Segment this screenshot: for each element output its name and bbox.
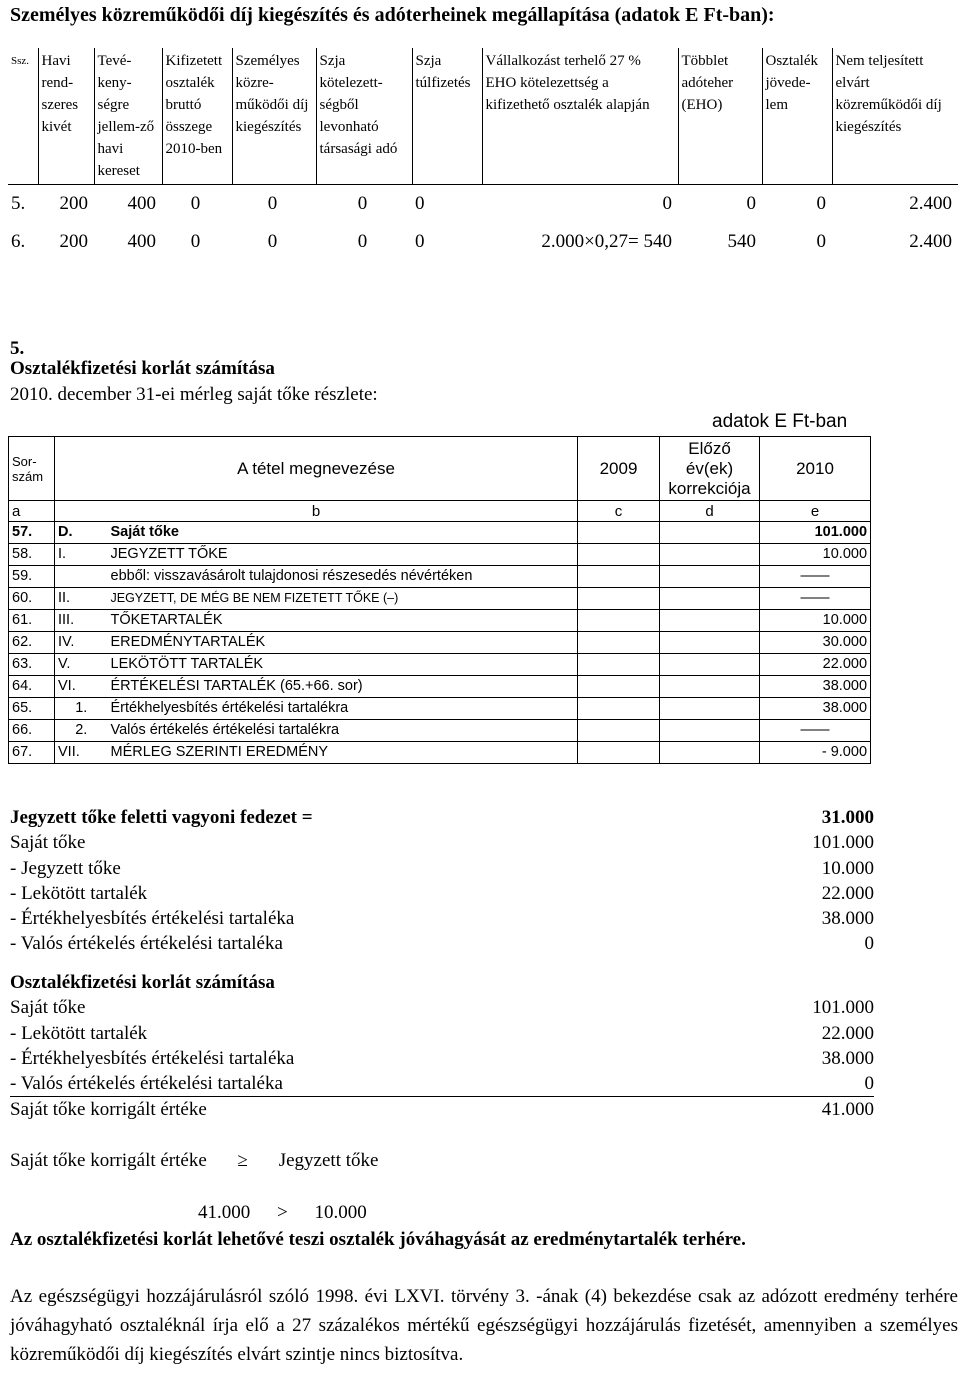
calc-line	[10, 906, 874, 931]
row-number: 67.	[9, 742, 55, 764]
row-value-2010: 38.000	[760, 676, 871, 698]
row-number: 62.	[9, 632, 55, 654]
table-row	[9, 588, 871, 610]
column-letter: c	[578, 501, 660, 522]
comparison-right: Jegyzett tőke	[278, 1150, 379, 1171]
row-name: LEKÖTÖTT TARTALÉK	[108, 654, 578, 676]
row-roman: VI.	[55, 676, 108, 698]
table-cell: 0	[816, 231, 826, 252]
table-cell	[660, 566, 760, 588]
table-cell: 0	[190, 231, 201, 252]
calc-line	[10, 830, 874, 855]
table-cell	[578, 588, 660, 610]
legal-paragraph: Az egészségügyi hozzájárulásról szóló 1998. évi LXVI. törvény 3. -ának (4) bekezdése csak az adózott eredmény terhére jóváhagyható osztaléknál írja elő a 27 százalékos mértékű egészségügyi hozzájárulás fizetését, amennyiben a személyes közreműködői díj kiegészítés elvárt szintje nincs biztosítva.	[10, 1286, 958, 1365]
section-number: 5.	[10, 338, 25, 359]
table-cell: 2.400	[909, 231, 952, 252]
calc-label: - Lekötött tartalék	[10, 882, 148, 904]
table-cell	[578, 544, 660, 566]
header-cell: Előző év(ek) korrekciója	[660, 437, 760, 501]
header-cell: A tétel megnevezése	[55, 437, 578, 501]
row-value-2010: 10.000	[760, 610, 871, 632]
table-row	[9, 544, 871, 566]
row-number: 59.	[9, 566, 55, 588]
calc-label: - Jegyzett tőke	[10, 857, 121, 879]
header-cell: Többlet adóteher (EHO)	[678, 48, 762, 185]
row-value-2010: - 9.000	[760, 742, 871, 764]
table-cell: 0	[662, 193, 672, 214]
row-number: 63.	[9, 654, 55, 676]
table-cell: 200	[59, 231, 88, 252]
comparison-value-right: 10.000	[314, 1202, 367, 1223]
table-cell	[578, 698, 660, 720]
column-letter: a	[9, 501, 55, 522]
header-cell: 2009	[578, 437, 660, 501]
table-cell	[660, 632, 760, 654]
table-row	[8, 223, 958, 261]
row-name: Saját tőke	[108, 522, 578, 544]
table-cell: 2.400	[909, 193, 952, 214]
table-header-row	[8, 48, 958, 185]
calc-value: 38.000	[821, 908, 874, 930]
table-cell	[660, 610, 760, 632]
calc-line	[10, 856, 874, 881]
table-cell: 0	[267, 231, 278, 252]
row-roman	[55, 566, 108, 588]
table-row	[9, 654, 871, 676]
table-cell: 0	[746, 193, 756, 214]
table-cell	[660, 676, 760, 698]
table-cell: 400	[127, 193, 156, 214]
column-letter: d	[660, 501, 760, 522]
section-title: Osztalékfizetési korlát számítása	[10, 358, 275, 379]
table-cell	[578, 654, 660, 676]
calc-line	[10, 881, 874, 906]
table-cell	[660, 654, 760, 676]
calc-label: Saját tőke	[10, 997, 86, 1019]
header-cell: Személyes közre-működői díj kiegészítés	[232, 48, 316, 185]
calc-value: 22.000	[821, 1022, 874, 1044]
calc-value: 0	[864, 1073, 874, 1095]
row-name: TŐKETARTALÉK	[108, 610, 578, 632]
conclusion: Az osztalékfizetési korlát lehetővé teszi osztalék jóváhagyását az eredménytartalék terhére.	[10, 1229, 746, 1250]
balance-sheet-table	[8, 436, 871, 764]
header-cell: Osztalék jövede-lem	[762, 48, 832, 185]
header-cell: Kifizetett osztalék bruttó összege 2010-ben	[162, 48, 232, 185]
calc-label: - Értékhelyesbítés értékelési tartaléka	[10, 908, 295, 930]
comparison-left: Saját tőke korrigált értéke	[10, 1150, 207, 1171]
calc-label: - Lekötött tartalék	[10, 1022, 148, 1044]
table-cell: 2.000×0,27= 540	[541, 231, 672, 252]
row-roman: II.	[55, 588, 108, 610]
table-row	[9, 698, 871, 720]
row-name: ebből: visszavásárolt tulajdonosi részesedés névértéken	[108, 566, 578, 588]
comparison-values	[198, 1202, 367, 1224]
calc-label: - Valós értékelés értékelési tartaléka	[10, 1073, 283, 1095]
header-cell: Tevé-keny-ségre jellem-ző havi kereset	[94, 48, 162, 185]
row-value-2010: ——	[760, 720, 871, 742]
table-cell: 400	[127, 231, 156, 252]
units-note: adatok E Ft-ban	[712, 411, 848, 432]
row-name: Értékhelyesbítés értékelési tartalékra	[108, 698, 578, 720]
row-value-2010: 22.000	[760, 654, 871, 676]
fee-supplement-table	[8, 48, 958, 261]
header-cell: Szja kötelezett-ségből levonható társasági adó	[316, 48, 412, 185]
table-cell: 0	[190, 193, 201, 214]
table-cell: 540	[727, 231, 756, 252]
row-roman: D.	[55, 522, 108, 544]
row-roman: VII.	[55, 742, 108, 764]
row-number: 65.	[9, 698, 55, 720]
calc-value: 101.000	[812, 997, 874, 1019]
table-row	[9, 720, 871, 742]
row-name: MÉRLEG SZERINTI EREDMÉNY	[108, 742, 578, 764]
calc-line	[10, 1046, 874, 1071]
row-name: Valós értékelés értékelési tartalékra	[108, 720, 578, 742]
header-cell: Vállalkozást terhelő 27 % EHO kötelezettség a kifizethető osztalék alapján	[482, 48, 678, 185]
table-row	[9, 632, 871, 654]
row-number: 5.	[11, 193, 26, 214]
calc-label: Saját tőke	[10, 832, 86, 854]
table-cell: 0	[357, 231, 368, 252]
page-title: Személyes közreműködői díj kiegészítés és adóterheinek megállapítása (adatok E Ft-ban):	[10, 4, 775, 26]
table-row	[9, 742, 871, 764]
limit-title: Osztalékfizetési korlát számítása	[10, 972, 275, 993]
column-letter: e	[760, 501, 871, 522]
table-cell	[578, 676, 660, 698]
comparison-value-left: 41.000	[198, 1202, 251, 1223]
table-cell: 0	[267, 193, 278, 214]
table-cell	[578, 720, 660, 742]
row-value-2010: 30.000	[760, 632, 871, 654]
row-value-2010: ——	[760, 566, 871, 588]
comparison-value-symbol: >	[277, 1202, 288, 1223]
table-row	[9, 566, 871, 588]
row-roman: IV.	[55, 632, 108, 654]
comparison-symbol: ≥	[237, 1150, 248, 1171]
column-letter: b	[55, 501, 578, 522]
table-cell: 0	[415, 231, 425, 252]
table-cell	[578, 742, 660, 764]
row-roman: III.	[55, 610, 108, 632]
limit-calculation	[10, 970, 874, 1123]
table-cell: 200	[59, 193, 88, 214]
table-cell	[578, 566, 660, 588]
row-number: 61.	[9, 610, 55, 632]
calc-label: - Valós értékelés értékelési tartaléka	[10, 933, 283, 955]
row-roman: I.	[55, 544, 108, 566]
table-row	[9, 676, 871, 698]
calc-value: 101.000	[812, 832, 874, 854]
row-roman: 2.	[55, 720, 108, 742]
calc-value: 10.000	[821, 857, 874, 879]
calc-value: 38.000	[821, 1047, 874, 1069]
coverage-total: 31.000	[821, 807, 874, 828]
calc-line	[10, 995, 874, 1020]
calc-value: 22.000	[821, 882, 874, 904]
calc-line	[10, 931, 874, 956]
table-row	[8, 185, 958, 224]
row-number: 6.	[11, 231, 26, 252]
header-cell: Szja túlfizetés	[412, 48, 482, 185]
row-name: JEGYZETT, DE MÉG BE NEM FIZETETT TŐKE (–)	[108, 588, 578, 610]
table-cell	[578, 632, 660, 654]
table-row	[9, 610, 871, 632]
comparison-formula	[10, 1150, 378, 1172]
balance-letter-row	[9, 501, 871, 522]
row-value-2010: 101.000	[760, 522, 871, 544]
calc-line	[10, 1071, 874, 1097]
row-number: 58.	[9, 544, 55, 566]
table-cell	[660, 544, 760, 566]
coverage-calculation	[10, 805, 874, 957]
table-cell	[660, 588, 760, 610]
row-name: ÉRTÉKELÉSI TARTALÉK (65.+66. sor)	[108, 676, 578, 698]
row-value-2010: ——	[760, 588, 871, 610]
calc-label: - Értékhelyesbítés értékelési tartaléka	[10, 1047, 295, 1069]
table-cell: 0	[415, 193, 425, 214]
table-cell	[660, 720, 760, 742]
table-cell	[578, 610, 660, 632]
balance-header-row	[9, 437, 871, 501]
header-cell: Nem teljesített elvárt közreműködői díj kiegészítés	[832, 48, 958, 185]
table-cell	[660, 522, 760, 544]
row-value-2010: 10.000	[760, 544, 871, 566]
coverage-title-row	[10, 805, 874, 830]
table-cell: 0	[816, 193, 826, 214]
row-name: JEGYZETT TŐKE	[108, 544, 578, 566]
calc-line	[10, 1097, 874, 1122]
row-number: 57.	[9, 522, 55, 544]
table-cell	[660, 742, 760, 764]
header-cell: Sor-szám	[9, 437, 55, 501]
calc-value: 0	[864, 933, 874, 955]
limit-title-row	[10, 970, 874, 995]
row-name: EREDMÉNYTARTALÉK	[108, 632, 578, 654]
header-cell: Ssz.	[11, 55, 30, 67]
table-cell	[578, 522, 660, 544]
row-number: 64.	[9, 676, 55, 698]
table-cell	[660, 698, 760, 720]
header-cell: 2010	[760, 437, 871, 501]
row-roman: V.	[55, 654, 108, 676]
table-row	[9, 522, 871, 544]
header-cell: Havi rend-szeres kivét	[38, 48, 94, 185]
calc-label: Saját tőke korrigált értéke	[10, 1099, 207, 1121]
table-cell: 0	[357, 193, 368, 214]
coverage-title: Jegyzett tőke feletti vagyoni fedezet =	[10, 807, 313, 828]
row-number: 60.	[9, 588, 55, 610]
calc-line	[10, 1021, 874, 1046]
row-number: 66.	[9, 720, 55, 742]
row-roman: 1.	[55, 698, 108, 720]
section-subtitle: 2010. december 31-ei mérleg saját tőke részlete:	[10, 384, 378, 405]
calc-value: 41.000	[821, 1099, 874, 1121]
row-value-2010: 38.000	[760, 698, 871, 720]
